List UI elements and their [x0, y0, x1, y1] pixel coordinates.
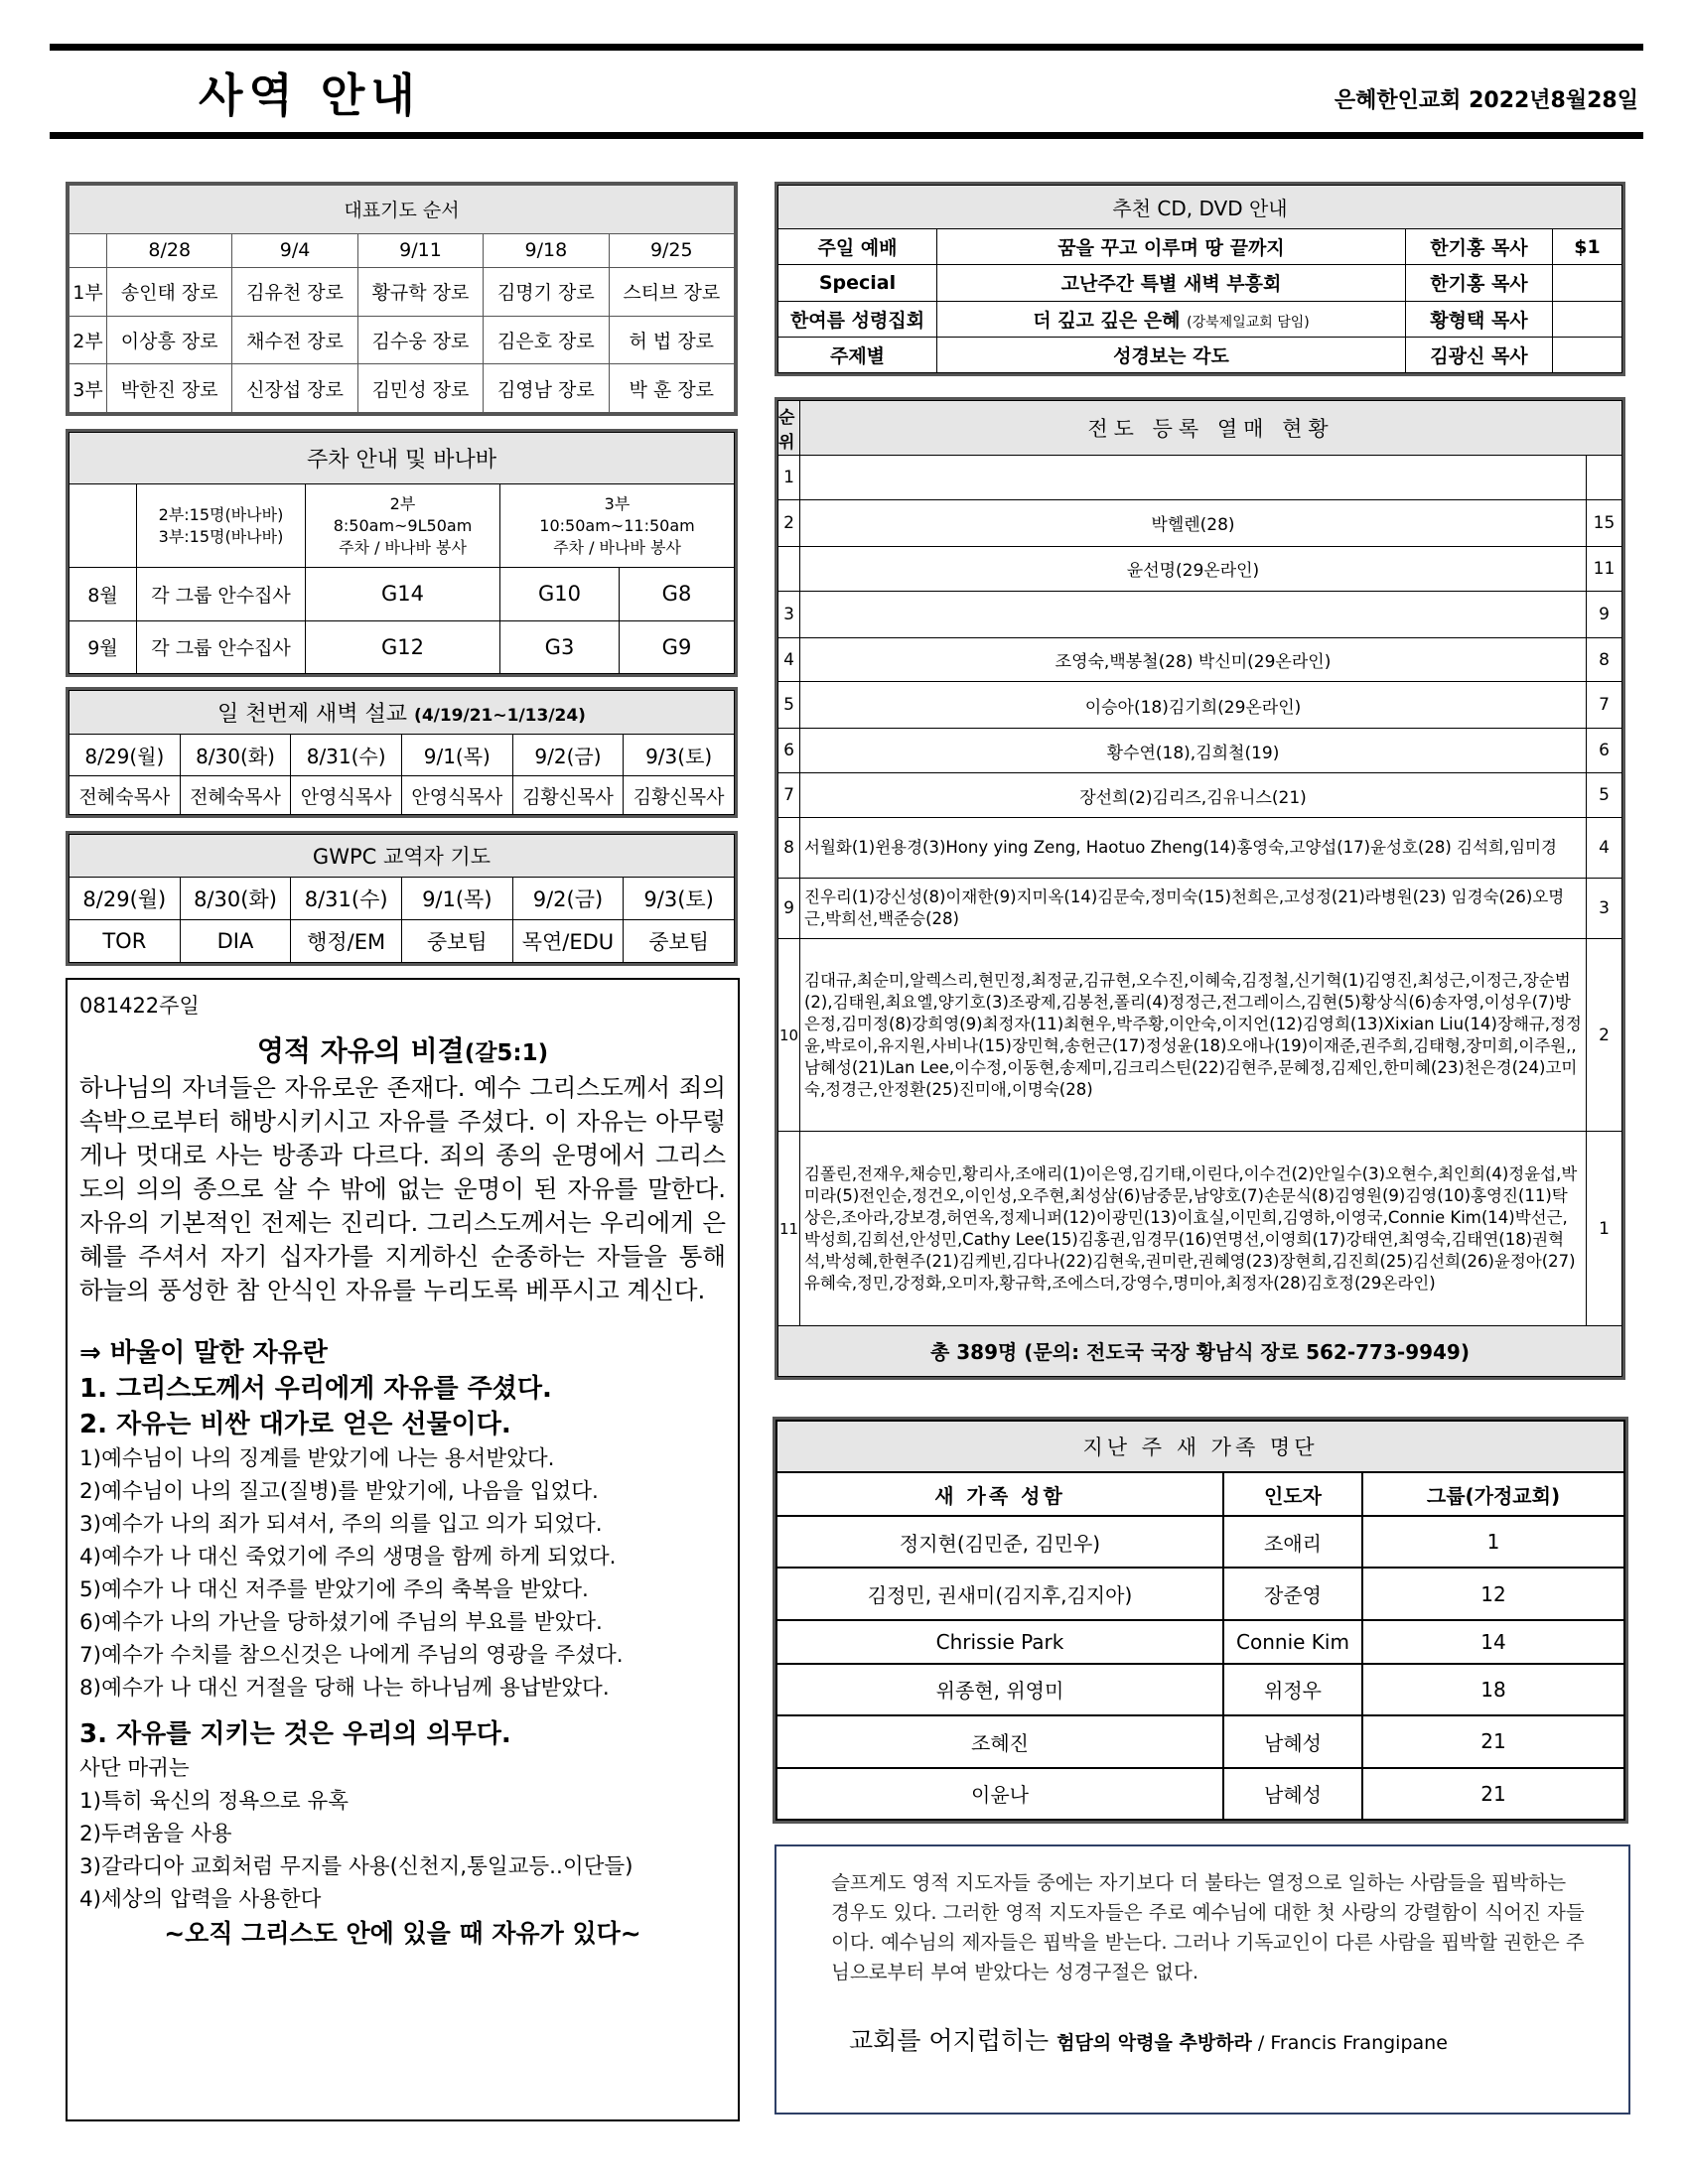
- service-label: 2부: [70, 316, 107, 364]
- names-cell: 진우리(1)강신성(8)이재한(9)지미옥(14)김문숙,정미숙(15)천희은,고성정(21)라병원(23) 임경숙(26)오명근,박희선,백준승(28): [800, 879, 1587, 939]
- media-speaker: 김광신 목사: [1405, 337, 1552, 372]
- prayer-order-table: [66, 182, 738, 416]
- count-cell: 4: [1586, 818, 1621, 879]
- prayer-date: 9/11: [357, 233, 483, 267]
- prayer-date: 9/4: [232, 233, 357, 267]
- family-group: 12: [1362, 1568, 1624, 1619]
- count-cell: 7: [1586, 682, 1621, 729]
- rank-cell: 9: [778, 879, 800, 939]
- gwpc-title: GWPC 교역자 기도: [70, 835, 735, 878]
- elder-cell: 신장섭 장로: [232, 364, 357, 413]
- elder-cell: 이상흥 장로: [107, 316, 232, 364]
- second-service-info: 2부 8:50am~9L50am 주차 / 바나바 봉사: [306, 484, 500, 568]
- family-group: 14: [1362, 1620, 1624, 1664]
- family-group: 21: [1362, 1768, 1624, 1820]
- count-cell: 3: [1586, 879, 1621, 939]
- sermon-item: 5)예수가 나 대신 저주를 받았기에 주의 축복을 받았다.: [79, 1577, 589, 1602]
- prayer-date: 8/28: [107, 233, 232, 267]
- elder-cell: 허 법 장로: [609, 316, 734, 364]
- sermon-paragraph: 하나님의 자녀들은 자유로운 존재다. 예수 그리스도께서 죄의 속박으로부터 해방시키시고 자유를 주셨다. 이 자유는 아무렇게나 멋대로 사는 방종과 다르다. 죄의 종의 운명에서 그리스도의 의의 종으로 살 수 밖에 없는 운명이 된 자유를 말한다. 자유의 기본적인 전제는 진리다. 그리스도께서는 우리에게 은혜를 주셔서 자기 십자가를 지게하신 순종하는 자들을 통해 하늘의 풍성한 참 안식인 자유를 누리도록 베푸시고 계신다.: [79, 1073, 726, 1304]
- media-price: [1552, 265, 1621, 301]
- media-table: [774, 182, 1625, 376]
- gwpc-team: TOR: [70, 920, 181, 963]
- names-cell: [800, 591, 1587, 637]
- rank-header: 순위: [778, 401, 800, 456]
- dawn-date: 9/1(목): [401, 735, 512, 776]
- quote-text: 슬프게도 영적 지도자들 중에는 자기보다 더 불타는 열정으로 일하는 사람들을 핍박하는 경우도 있다. 그러한 영적 지도자들은 주로 예수님에 대한 첫 사랑의 강렬함이 식어진 자들이다. 예수님의 제자들은 핍박을 받는다. 그러나 기독교인이 다른 사람을 핍박할 권한은 주님으로부터 부여 받았다는 성경구절은 없다.: [831, 1871, 1585, 1983]
- family-name: 조혜진: [776, 1715, 1223, 1767]
- bottom-rule: [50, 132, 1643, 139]
- gwpc-date: 8/30(화): [180, 878, 291, 920]
- rank-cell: 8: [778, 818, 800, 879]
- col-header-group: 그룹(가정교회): [1362, 1472, 1624, 1516]
- prayer-title: 대표기도 순서: [70, 186, 735, 234]
- names-cell: 김대규,최순미,알렉스리,현민정,최정균,김규현,오수진,이혜숙,김정철,신기혁(1)김영진,최성근,이정근,장순범(2),김태원,최요엘,양기호(3)조광제,김봉천,폴리(4)정정근,전그레이스,김현(5)황상식(6)송자영,이성우(7)방은정,김미정(8)강희영(9)최정자(11)최현우,박주황,이안숙,이지언(12)김영희(13)Xixian Liu(14)장해규,정정윤,박로이,유지원,사비나(15)장민혁,송헌근(17)정성윤(18)오애나(19)이재준,권주희,김태형,장미희,이주원,,남혜성(21)Lan Lee,이수정,이동현,송제미,김크리스틴(22)김현주,문혜정,김제인,한미혜(23)천은경(24)고미숙,정경근,안정환(25)진미애,이명숙(28): [800, 939, 1587, 1132]
- media-price: [1552, 337, 1621, 372]
- month-cell: 9월: [70, 620, 137, 674]
- sermon-item: 4)예수가 나 대신 죽었기에 주의 생명을 함께 하게 되었다.: [79, 1545, 617, 1570]
- names-cell: 김폴린,전재우,채승민,황리사,조애리(1)이은영,김기태,이린다,이수건(2)안일수(3)오현수,최인희(4)정윤섭,박미라(5)전인순,정건오,이인성,오주현,최성삼(6)남중문,남양호(7)손문식(8)김영원(9)김영(10)홍영진(11)탁상은,조아라,강보경,허연옥,정제니퍼(12)이광민(13)이효실,이민희,김영하,이영국,Connie Kim(14)박선근,박성희,김희선,안성민,Cathy Lee(15)김홍권,임경무(16)연명선,이영희(17)강태연,최영숙,김태연(18)권혁석,박성혜,한현주(21)김케빈,김다나(22)김현욱,권미란,권혜영(23)장현희,김진희(25)김선희(26)윤정아(27)유혜숙,정민,강정화,오미자,황규학,조에스더,강영수,명미아,최정자(28)김호정(29온라인): [800, 1132, 1587, 1326]
- elder-cell: 박 훈 장로: [609, 364, 734, 413]
- media-price: [1552, 301, 1621, 337]
- elder-cell: 황규학 장로: [357, 267, 483, 316]
- gwpc-date: 9/3(토): [624, 878, 735, 920]
- quote-source: 교회를 어지럽히는 험담의 악령을 추방하라 / Francis Frangipane: [849, 2026, 1448, 2055]
- gwpc-date: 9/1(목): [401, 878, 512, 920]
- preacher-cell: 안영식목사: [291, 776, 402, 815]
- rank-cell: 3: [778, 591, 800, 637]
- sermon-item: 6)예수가 나의 가난을 당하셨기에 주님의 부요를 받았다.: [79, 1610, 603, 1635]
- sermon-closing: ~오직 그리스도 안에 있을 때 자유가 있다~: [164, 1919, 641, 1948]
- elder-cell: 김은호 장로: [484, 316, 609, 364]
- family-guide: 조애리: [1223, 1516, 1362, 1568]
- media-name: 더 깊고 깊은 은혜 (강북제일교회 담임): [937, 301, 1406, 337]
- media-category: 한여름 성령집회: [778, 301, 937, 337]
- media-name: 고난주간 특별 새벽 부흥회: [937, 265, 1406, 301]
- gwpc-team: 중보팀: [624, 920, 735, 963]
- preacher-cell: 전혜숙목사: [180, 776, 291, 815]
- third-service-info: 3부 10:50am~11:50am 주차 / 바나바 봉사: [500, 484, 735, 568]
- elder-cell: 스티브 장로: [609, 267, 734, 316]
- rank-cell: [778, 546, 800, 591]
- dawn-date: 9/2(금): [512, 735, 624, 776]
- media-category: 주일 예배: [778, 229, 937, 265]
- new-family-table: [773, 1417, 1628, 1824]
- preacher-cell: 안영식목사: [401, 776, 512, 815]
- sermon-title: 영적 자유의 비결(갈5:1): [256, 1034, 549, 1067]
- barnabas-count: 2부:15명(바나바) 3부:15명(바나바): [137, 484, 306, 568]
- evangelism-total: 총 389명 (문의: 전도국 국장 황남식 장로 562-773-9949): [778, 1325, 1622, 1376]
- gwpc-prayer-table: [66, 831, 738, 966]
- evangelism-title: 전도 등록 열매 현황: [800, 401, 1622, 456]
- elder-cell: 김명기 장로: [484, 267, 609, 316]
- sermon-item: 3)갈라디아 교회처럼 무지를 사용(신천지,통일교등..이단들): [79, 1854, 633, 1879]
- rank-cell: 1: [778, 456, 800, 500]
- family-name: 이윤나: [776, 1768, 1223, 1820]
- elder-cell: 김수웅 장로: [357, 316, 483, 364]
- parking-table: [66, 429, 738, 677]
- elder-cell: 김유천 장로: [232, 267, 357, 316]
- dawn-date: 8/30(화): [180, 735, 291, 776]
- col-header-guide: 인도자: [1223, 1472, 1362, 1516]
- sermon-item: 1)특히 육신의 정욕으로 유혹: [79, 1789, 350, 1814]
- media-speaker: 황형택 목사: [1405, 301, 1552, 337]
- prayer-date: 9/18: [484, 233, 609, 267]
- preacher-cell: 김황신목사: [512, 776, 624, 815]
- media-speaker: 한기홍 목사: [1405, 229, 1552, 265]
- sermon-point-3: 3. 자유를 지키는 것은 우리의 의무다.: [79, 1719, 511, 1749]
- rank-cell: 10: [778, 939, 800, 1132]
- count-cell: 11: [1586, 546, 1621, 591]
- service-label: 1부: [70, 267, 107, 316]
- role-cell: 각 그룹 안수집사: [137, 568, 306, 621]
- gwpc-date: 9/2(금): [512, 878, 624, 920]
- sermon-item: 1)예수님이 나의 징계를 받았기에 나는 용서받았다.: [79, 1446, 555, 1471]
- gwpc-team: 목연/EDU: [512, 920, 624, 963]
- prayer-date: 9/25: [609, 233, 734, 267]
- media-price: $1: [1552, 229, 1621, 265]
- family-guide: Connie Kim: [1223, 1620, 1362, 1664]
- names-cell: 윤선명(29온라인): [800, 546, 1587, 591]
- rank-cell: 4: [778, 637, 800, 682]
- count-cell: 9: [1586, 591, 1621, 637]
- parking-title: 주차 안내 및 바나바: [70, 433, 735, 484]
- sermon-item: 4)세상의 압력을 사용한다: [79, 1887, 322, 1912]
- sermon-item: 2)예수님이 나의 질고(질병)를 받았기에, 나음을 입었다.: [79, 1479, 599, 1504]
- names-cell: 이승아(18)김기희(29온라인): [800, 682, 1587, 729]
- family-group: 1: [1362, 1516, 1624, 1568]
- gwpc-team: 행정/EM: [291, 920, 402, 963]
- count-cell: 15: [1586, 499, 1621, 546]
- group-cell: G14: [306, 568, 500, 621]
- elder-cell: 김영남 장로: [484, 364, 609, 413]
- count-cell: 8: [1586, 637, 1621, 682]
- count-cell: 2: [1586, 939, 1621, 1132]
- month-cell: 8월: [70, 568, 137, 621]
- sermon-box: [66, 978, 740, 2121]
- church-date: 은혜한인교회 2022년8월28일: [1334, 88, 1638, 113]
- sermon-heading: ⇒ 바울이 말한 자유란: [79, 1338, 328, 1368]
- rank-cell: 2: [778, 499, 800, 546]
- family-name: 위종현, 위영미: [776, 1664, 1223, 1715]
- gwpc-date: 8/29(월): [70, 878, 181, 920]
- sermon-item: 8)예수가 나 대신 거절을 당해 나는 하나님께 용납받았다.: [79, 1676, 610, 1701]
- family-group: 21: [1362, 1715, 1624, 1767]
- dawn-date: 8/31(수): [291, 735, 402, 776]
- elder-cell: 송인태 장로: [107, 267, 232, 316]
- count-cell: 5: [1586, 773, 1621, 818]
- dawn-date: 8/29(월): [70, 735, 181, 776]
- dawn-title: 일 천번제 새벽 설교 (4/19/21~1/13/24): [70, 691, 735, 735]
- family-guide: 남혜성: [1223, 1768, 1362, 1820]
- sermon-point-2: 2. 자유는 비싼 대가로 얻은 선물이다.: [79, 1410, 511, 1439]
- rank-cell: 7: [778, 773, 800, 818]
- family-guide: 위정우: [1223, 1664, 1362, 1715]
- media-category: 주제별: [778, 337, 937, 372]
- family-group: 18: [1362, 1664, 1624, 1715]
- media-category: Special: [778, 265, 937, 301]
- sermon-satan: 사단 마귀는: [79, 1756, 190, 1781]
- sermon-point-1: 1. 그리스도께서 우리에게 자유를 주셨다.: [79, 1374, 552, 1404]
- names-cell: 서월화(1)윈용경(3)Hony ying Zeng, Haotuo Zheng(14)홍영숙,고양섭(17)윤성호(28) 김석희,임미경: [800, 818, 1587, 879]
- preacher-cell: 전혜숙목사: [70, 776, 181, 815]
- count-cell: [1586, 456, 1621, 500]
- names-cell: 박헬렌(28): [800, 499, 1587, 546]
- group-cell: G12: [306, 620, 500, 674]
- service-label: 3부: [70, 364, 107, 413]
- elder-cell: 박한진 장로: [107, 364, 232, 413]
- sermon-item: 2)두려움을 사용: [79, 1822, 232, 1846]
- col-header-name: 새 가족 성함: [776, 1472, 1223, 1516]
- media-name: 성경보는 각도: [937, 337, 1406, 372]
- media-name: 꿈을 꾸고 이루며 땅 끝까지: [937, 229, 1406, 265]
- preacher-cell: 김황신목사: [624, 776, 735, 815]
- family-guide: 장준영: [1223, 1568, 1362, 1619]
- sermon-item: 3)예수가 나의 죄가 되셔서, 주의 의를 입고 의가 되었다.: [79, 1512, 603, 1537]
- count-cell: 1: [1586, 1132, 1621, 1326]
- page-title: 사역 안내: [199, 68, 421, 122]
- elder-cell: 김민성 장로: [357, 364, 483, 413]
- family-name: 김정민, 권새미(김지후,김지아): [776, 1568, 1223, 1619]
- top-rule: [50, 44, 1643, 51]
- dawn-date: 9/3(토): [624, 735, 735, 776]
- gwpc-team: DIA: [180, 920, 291, 963]
- rank-cell: 11: [778, 1132, 800, 1326]
- count-cell: 6: [1586, 729, 1621, 773]
- group-cell: G8: [620, 568, 735, 621]
- family-name: 정지현(김민준, 김민우): [776, 1516, 1223, 1568]
- names-cell: [800, 456, 1587, 500]
- group-cell: G9: [620, 620, 735, 674]
- family-name: Chrissie Park: [776, 1620, 1223, 1664]
- sermon-date: 081422주일: [79, 994, 200, 1018]
- media-title: 추천 CD, DVD 안내: [778, 186, 1622, 229]
- rank-cell: 5: [778, 682, 800, 729]
- gwpc-date: 8/31(수): [291, 878, 402, 920]
- media-speaker: 한기홍 목사: [1405, 265, 1552, 301]
- names-cell: 조영숙,백봉철(28) 박신미(29온라인): [800, 637, 1587, 682]
- family-guide: 남혜성: [1223, 1715, 1362, 1767]
- elder-cell: 채수전 장로: [232, 316, 357, 364]
- names-cell: 장선희(2)김리즈,김유니스(21): [800, 773, 1587, 818]
- role-cell: 각 그룹 안수집사: [137, 620, 306, 674]
- sermon-item: 7)예수가 수치를 참으신것은 나에게 주님의 영광을 주셨다.: [79, 1643, 624, 1668]
- rank-cell: 6: [778, 729, 800, 773]
- group-cell: G3: [500, 620, 620, 674]
- new-family-title: 지난 주 새 가족 명단: [776, 1421, 1624, 1472]
- dawn-sermon-table: [66, 687, 738, 818]
- quote-box: [774, 1844, 1630, 2115]
- evangelism-table: [774, 397, 1625, 1380]
- group-cell: G10: [500, 568, 620, 621]
- names-cell: 황수연(18),김희철(19): [800, 729, 1587, 773]
- gwpc-team: 중보팀: [401, 920, 512, 963]
